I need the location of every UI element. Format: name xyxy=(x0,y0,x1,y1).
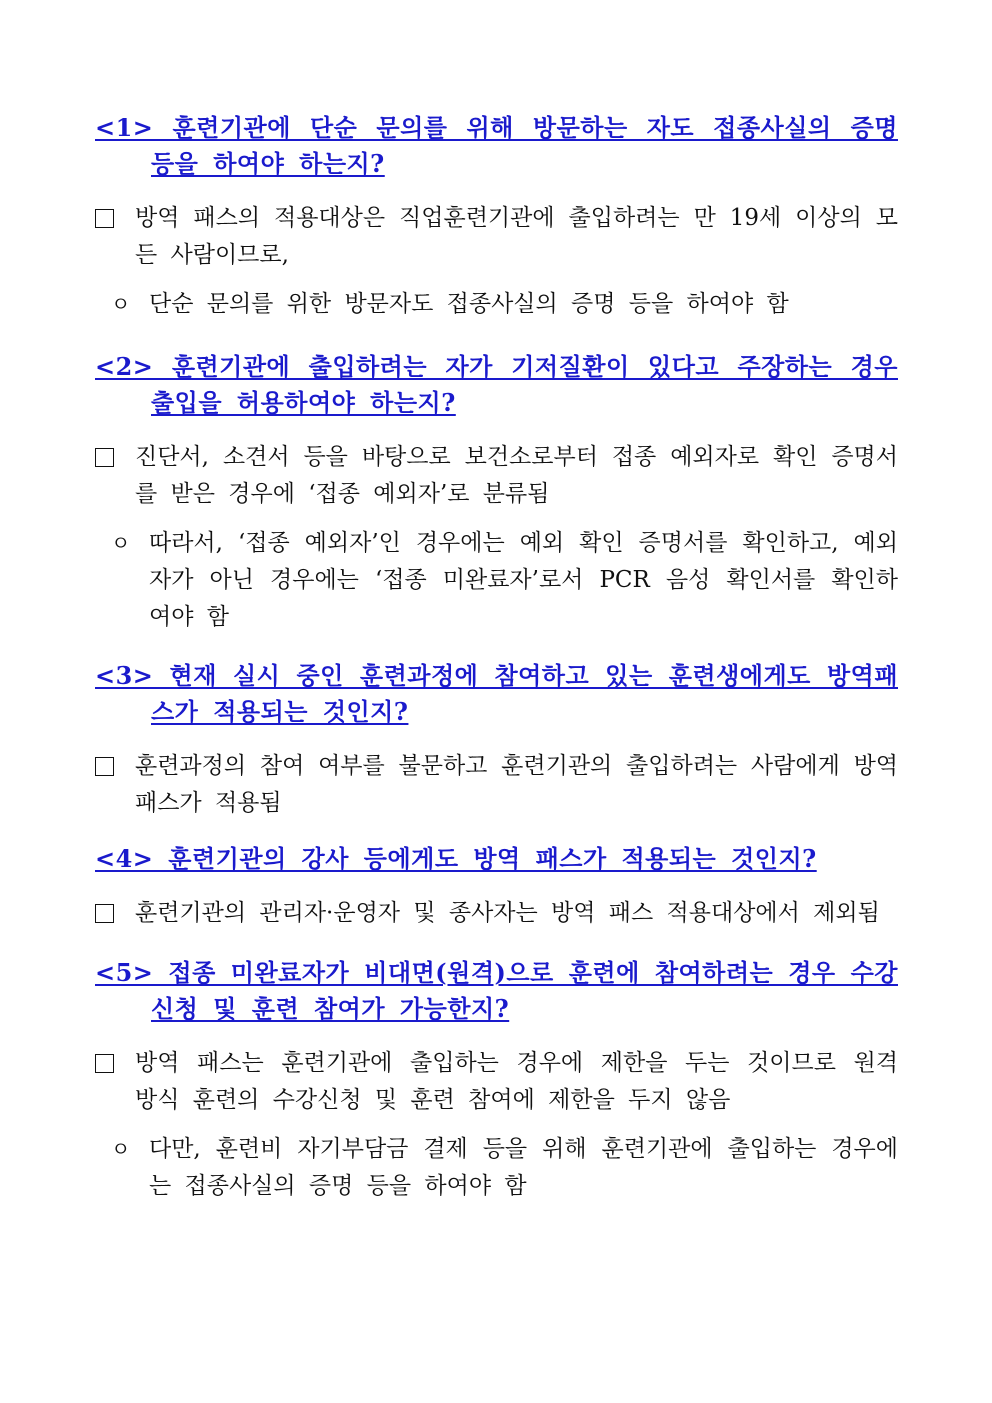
faq-item-4 xyxy=(95,841,898,932)
checkbox-square-icon xyxy=(95,209,114,228)
answer-box-paragraph xyxy=(95,895,898,932)
question-text: <5> 접종 미완료자가 비대면(원격)으로 훈련에 참여하려는 경우 수강신청 및 훈련 참여가 가능한지? xyxy=(95,958,898,1023)
answer-text: 훈련과정의 참여 여부를 불문하고 훈련기관의 출입하려는 사람에게 방역패스가 적용됨 xyxy=(135,753,898,816)
faq-item-3 xyxy=(95,658,898,822)
answer-box-paragraph xyxy=(95,748,898,822)
bullet-marker: ㅇ xyxy=(111,1137,131,1161)
question-text: <4> 훈련기관의 강사 등에게도 방역 패스가 적용되는 것인지? xyxy=(95,844,817,873)
faq-question-4 xyxy=(95,841,898,877)
bullet-marker: ㅇ xyxy=(111,292,131,316)
answer-text: 단순 문의를 위한 방문자도 접종사실의 증명 등을 하여야 함 xyxy=(149,291,789,317)
answer-text: 방역 패스의 적용대상은 직업훈련기관에 출입하려는 만 19세 이상의 모든 사람이므로, xyxy=(135,205,898,268)
answer-box-paragraph xyxy=(95,200,898,274)
checkbox-square-icon xyxy=(95,1054,114,1073)
question-text: <2> 훈련기관에 출입하려는 자가 기저질환이 있다고 주장하는 경우 출입을 허용하여야 하는지? xyxy=(95,352,898,417)
faq-question-2 xyxy=(95,349,898,421)
answer-text: 다만, 훈련비 자기부담금 결제 등을 위해 훈련기관에 출입하는 경우에는 접종사실의 증명 등을 하여야 함 xyxy=(149,1136,898,1199)
checkbox-square-icon xyxy=(95,757,114,776)
answer-bullet-paragraph xyxy=(95,525,898,636)
checkbox-square-icon xyxy=(95,448,114,467)
bullet-marker: ㅇ xyxy=(111,531,131,555)
faq-item-2 xyxy=(95,349,898,636)
answer-box-paragraph xyxy=(95,1045,898,1119)
faq-item-5 xyxy=(95,955,898,1205)
faq-item-1 xyxy=(95,110,898,323)
answer-box-paragraph xyxy=(95,439,898,513)
answer-bullet-paragraph xyxy=(95,286,898,323)
checkbox-square-icon xyxy=(95,904,114,923)
question-text: <1> 훈련기관에 단순 문의를 위해 방문하는 자도 접종사실의 증명 등을 하여야 하는지? xyxy=(95,113,898,178)
answer-bullet-paragraph xyxy=(95,1131,898,1205)
question-text: <3> 현재 실시 중인 훈련과정에 참여하고 있는 훈련생에게도 방역패스가 적용되는 것인지? xyxy=(95,661,898,726)
faq-question-5 xyxy=(95,955,898,1027)
faq-question-3 xyxy=(95,658,898,730)
answer-text: 훈련기관의 관리자·운영자 및 종사자는 방역 패스 적용대상에서 제외됨 xyxy=(135,900,880,926)
faq-question-1 xyxy=(95,110,898,182)
answer-text: 따라서, ‘접종 예외자’인 경우에는 예외 확인 증명서를 확인하고, 예외자가 아닌 경우에는 ‘접종 미완료자’로서 PCR 음성 확인서를 확인하여야 함 xyxy=(149,530,898,630)
answer-text: 방역 패스는 훈련기관에 출입하는 경우에 제한을 두는 것이므로 원격 방식 훈련의 수강신청 및 훈련 참여에 제한을 두지 않음 xyxy=(135,1050,898,1113)
answer-text: 진단서, 소견서 등을 바탕으로 보건소로부터 접종 예외자로 확인 증명서를 받은 경우에 ‘접종 예외자’로 분류됨 xyxy=(135,444,898,507)
